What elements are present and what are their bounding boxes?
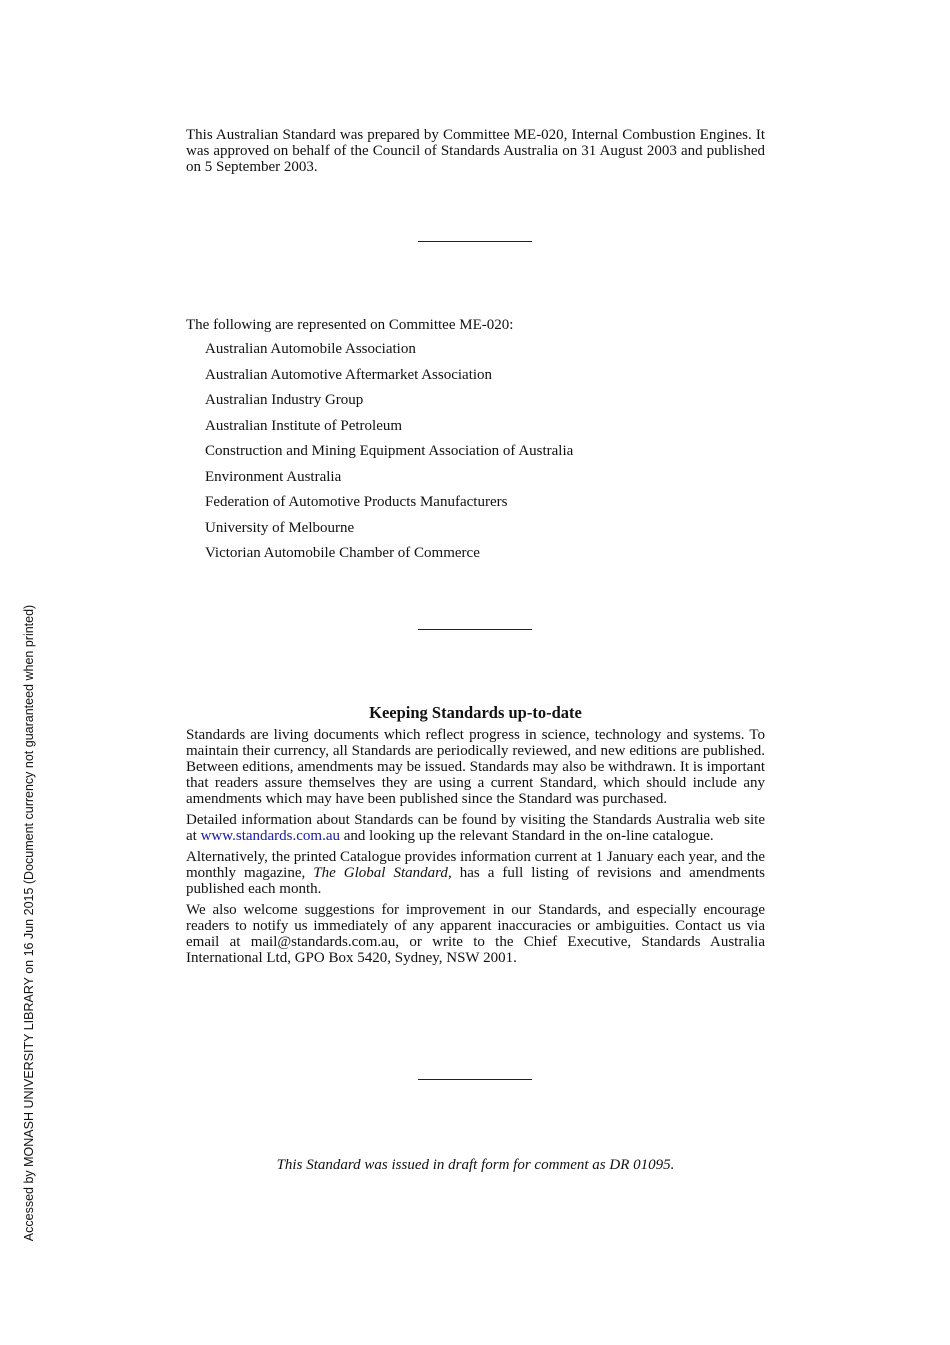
approval-statement: This Australian Standard was prepared by Committee ME-020, Internal Combustion Engines. It was approved on behalf of the Council of Standards Australia on 31 August 2003 and published on 5 September 2003.: [186, 127, 765, 175]
access-watermark: Accessed by MONASH UNIVERSITY LIBRARY on 16 Jun 2015 (Document currency not guaranteed when printed): [22, 604, 36, 1242]
section-title: Keeping Standards up-to-date: [369, 703, 582, 722]
committee-member: Australian Automobile Association: [205, 341, 416, 357]
committee-heading: The following are represented on Committee ME-020:: [186, 317, 514, 333]
committee-member: University of Melbourne: [205, 519, 355, 536]
committee-member: Environment Australia: [205, 468, 342, 485]
draft-note: This Standard was issued in draft form for comment as DR 01095.: [276, 1157, 675, 1173]
standards-web-link[interactable]: www.standards.com.au: [200, 828, 340, 844]
committee-member: Construction and Mining Equipment Association of Australia: [205, 443, 574, 459]
paragraph-suggestions: We also welcome suggestions for improvement in our Standards, and especially encourage readers to notify us immediately of any apparent inaccuracies or ambiguities. Contact us via email at mail@standards.com.au, or write to the Chief Executive, Standards Australia International Ltd, GPO Box 5420, Sydney, NSW 2001.: [186, 902, 765, 966]
committee-member: Australian Automotive Aftermarket Association: [205, 366, 493, 383]
paragraph-catalogue: Alternatively, the printed Catalogue provides information current at 1 January each year, and the monthly magazine, The Global Standard, has a full listing of revisions and amendments published each month.: [186, 849, 765, 897]
committee-member-list: [205, 340, 573, 570]
section-divider: [418, 1079, 532, 1080]
committee-member: Victorian Automobile Chamber of Commerce: [205, 545, 480, 561]
paragraph-living-documents: Standards are living documents which reflect progress in science, technology and systems. To maintain their currency, all Standards are periodically reviewed, and new editions are published. Between editions, amendments may be issued. Standards may also be withdrawn. It is important that readers assure themselves they are using a current Standard, which should include any amendments which may have been published since the Standard was purchased.: [186, 727, 765, 807]
keeping-standards-section: [186, 727, 765, 971]
committee-member: Australian Institute of Petroleum: [205, 417, 403, 434]
magazine-title: The Global Standard: [313, 865, 448, 881]
committee-member: Australian Industry Group: [205, 392, 364, 408]
section-divider: [418, 629, 532, 630]
section-divider: [418, 241, 532, 242]
paragraph-web-site: Detailed information about Standards can be found by visiting the Standards Australia web site at www.standards.com.au and looking up the relevant Standard in the on-line catalogue.: [186, 812, 765, 844]
committee-member: Federation of Automotive Products Manufacturers: [205, 494, 508, 510]
